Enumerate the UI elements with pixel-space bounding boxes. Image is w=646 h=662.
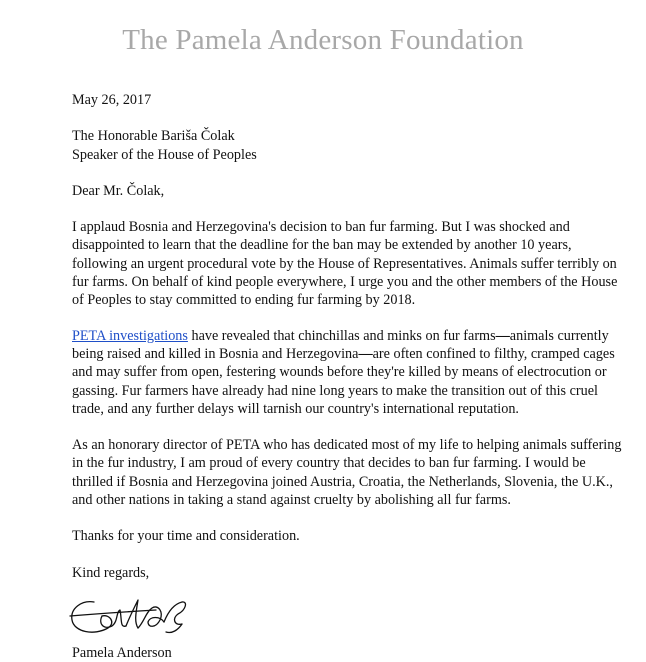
paragraph-2-text: being raised and killed in Bosnia and Herzegovina bbox=[72, 345, 359, 362]
letterhead: The Pamela Anderson Foundation bbox=[122, 24, 524, 56]
recipient-block bbox=[72, 127, 612, 164]
thanks-line: Thanks for your time and consideration. bbox=[72, 528, 300, 545]
recipient-name: The Honorable Bariša Čolak bbox=[72, 128, 235, 145]
paragraph-3-line: thrilled if Bosnia and Herzegovina joined Austria, Croatia, the Netherlands, Slovenia, the U.K., bbox=[72, 473, 613, 490]
letter-date: May 26, 2017 bbox=[72, 92, 152, 108]
paragraph-2 bbox=[72, 327, 615, 418]
paragraph-1-line: of Peoples to stay committed to ending fur farming by 2018. bbox=[72, 292, 416, 309]
signature-image bbox=[64, 586, 194, 642]
recipient-title: Speaker of the House of Peoples bbox=[72, 146, 257, 163]
paragraph-2-line bbox=[72, 345, 615, 363]
paragraph-3-line: and other nations in taking a stand against cruelty by abolishing all fur farms. bbox=[72, 492, 511, 509]
paragraph-2-text: have revealed that chinchillas and minks on fur farms bbox=[187, 327, 496, 344]
paragraph-1-line: disappointed to learn that the deadline for the ban may be extended by another 10 years, bbox=[72, 237, 572, 254]
em-dash: — bbox=[495, 327, 510, 344]
paragraph-1-line: fur farms. On behalf of kind people everywhere, I urge you and the other members of the House bbox=[72, 274, 618, 291]
letter-body bbox=[72, 91, 622, 662]
paragraph-2-text: are often confined to filthy, cramped cages bbox=[372, 345, 615, 362]
peta-investigations-link[interactable]: PETA investigations bbox=[72, 327, 188, 344]
paragraph-3-line: in the fur industry, I am proud of every country that decides to ban fur farming. I would be bbox=[72, 455, 586, 472]
em-dash: — bbox=[358, 345, 373, 362]
paragraph-3 bbox=[72, 436, 622, 509]
salutation: Dear Mr. Čolak, bbox=[72, 182, 165, 199]
paragraph-2-line: trade, and any further delays will tarnish our country's international reputation. bbox=[72, 400, 519, 417]
paragraph-2-line bbox=[72, 327, 612, 345]
paragraph-1-line: I applaud Bosnia and Herzegovina's decision to ban fur farming. But I was shocked and bbox=[72, 219, 570, 236]
paragraph-3-line: As an honorary director of PETA who has dedicated most of my life to helping animals suffering bbox=[72, 437, 622, 454]
paragraph-2-text: animals currently bbox=[509, 327, 609, 344]
paragraph-2-line: gassing. Fur farmers have already had nine long years to make the transition out of this cruel bbox=[72, 382, 598, 399]
paragraph-2-line: and may suffer from open, festering wounds before they're killed by means of electrocution or bbox=[72, 364, 607, 381]
paragraph-1 bbox=[72, 218, 618, 309]
closing: Kind regards, bbox=[72, 564, 150, 581]
paragraph-1-line: following an urgent procedural vote by the House of Representatives. Animals suffer terribly on bbox=[72, 255, 617, 272]
signer-name: Pamela Anderson bbox=[72, 644, 172, 661]
